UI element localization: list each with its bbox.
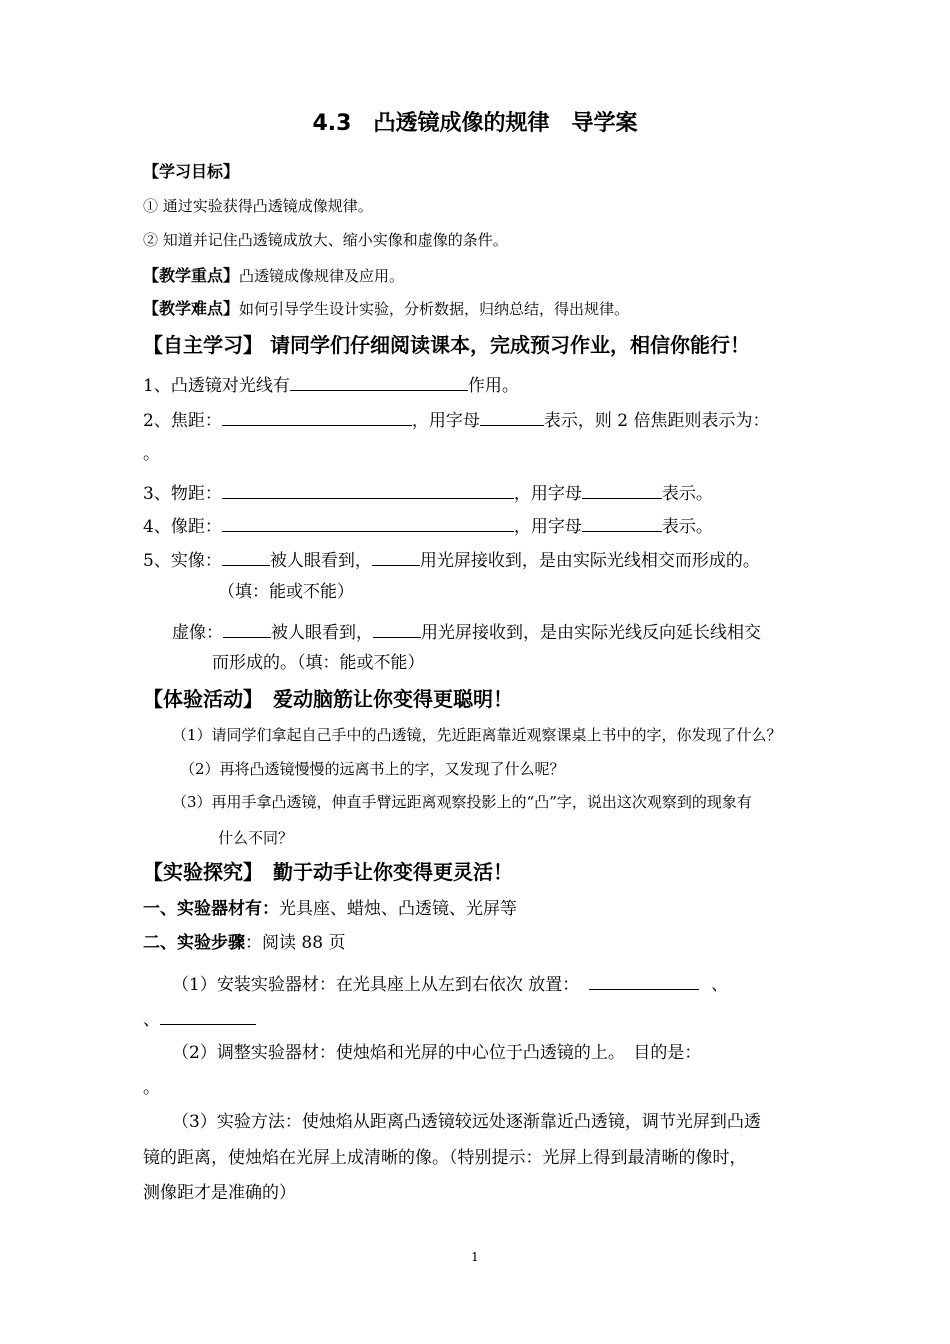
experiment-heading: 【实验探究】 勤于动手让你变得更灵活！ xyxy=(143,860,513,884)
step-1 xyxy=(172,972,728,994)
q4-blank-letter[interactable] xyxy=(582,514,662,532)
experience-item: 什么不同？ xyxy=(218,829,294,847)
experience-heading: 【体验活动】 爱动脑筋让你变得更聪明！ xyxy=(143,687,513,711)
q5-note: （填：能或不能） xyxy=(218,582,354,602)
q6-continuation: 而形成的。（填：能或不能） xyxy=(212,653,425,673)
q3-text: 3、物距： xyxy=(143,484,222,504)
step-1-text: （1）安装实验器材：在光具座上从左到右依次 放置： xyxy=(172,975,580,995)
question-1 xyxy=(143,373,519,395)
key-point-row xyxy=(143,268,404,284)
self-study-heading: 【自主学习】 请同学们仔细阅读课本，完成预习作业，相信你能行！ xyxy=(143,333,750,357)
difficulty-row xyxy=(143,301,629,317)
step-3-line: 镜的距离，使烛焰在光屏上成清晰的像。（特别提示：光屏上得到最清晰的像时， xyxy=(143,1148,747,1168)
q1-text: 1、凸透镜对光线有 xyxy=(143,376,290,396)
experience-item: （1）请同学们拿起自己手中的凸透镜，先近距离靠近观察课桌上书中的字，你发现了什么？ xyxy=(172,726,782,744)
experience-item: （2）再将凸透镜慢慢的远离书上的字，又发现了什么呢？ xyxy=(180,760,565,778)
q2-period: 。 xyxy=(143,444,160,464)
q2-blank-letter[interactable] xyxy=(480,408,544,426)
q4-text-mid: ，用字母 xyxy=(513,517,582,537)
q3-text-end: 表示。 xyxy=(661,484,713,504)
materials-label: 一、实验器材有： xyxy=(143,899,279,919)
goal-item: ② 知道并记住凸透镜成放大、缩小实像和虚像的条件。 xyxy=(143,231,508,249)
q5-text-mid: 被人眼看到， xyxy=(269,551,372,571)
q4-text-end: 表示。 xyxy=(661,517,713,537)
q6-blank-eye[interactable] xyxy=(223,620,271,638)
step-1-blank-1[interactable] xyxy=(589,972,699,990)
step-2-period: 。 xyxy=(143,1078,160,1098)
q3-blank-definition[interactable] xyxy=(222,481,514,499)
q3-text-mid: ，用字母 xyxy=(513,484,582,504)
steps-label: 二、实验步骤 xyxy=(143,933,245,953)
q5-text: 5、实像： xyxy=(143,551,222,571)
q2-blank-definition[interactable] xyxy=(222,408,412,426)
q2-text-end: 表示，则 2 倍焦距则表示为： xyxy=(543,411,770,431)
question-6 xyxy=(172,620,761,642)
step-2: （2）调整实验器材：使烛焰和光屏的中心位于凸透镜的上。 目的是： xyxy=(172,1043,702,1063)
materials-text: 光具座、蜡烛、凸透镜、光屏等 xyxy=(279,899,517,919)
page-number: 1 xyxy=(471,1250,479,1264)
step-3-line: （3）实验方法：使烛焰从距离凸透镜较远处逐渐靠近凸透镜，调节光屏到凸透 xyxy=(172,1112,761,1132)
steps-row xyxy=(143,935,345,952)
materials-row xyxy=(143,901,517,918)
q4-blank-definition[interactable] xyxy=(222,514,514,532)
experience-item: （3）再用手拿凸透镜，伸直手臂远距离观察投影上的“凸”字，说出这次观察到的现象有 xyxy=(172,793,752,811)
q5-blank-screen[interactable] xyxy=(372,548,420,566)
q6-blank-screen[interactable] xyxy=(373,620,421,638)
step-1-blank-2[interactable] xyxy=(160,1007,256,1025)
difficulty-text: 如何引导学生设计实验，分析数据，归纳总结，得出规律。 xyxy=(239,300,630,318)
question-2 xyxy=(143,408,769,430)
q6-text: 虚像： xyxy=(172,623,223,643)
q4-text: 4、像距： xyxy=(143,517,222,537)
q1-text-end: 作用。 xyxy=(467,376,519,396)
key-point-label: 【教学重点】 xyxy=(143,266,240,285)
q3-blank-letter[interactable] xyxy=(582,481,662,499)
step-1-continuation xyxy=(143,1007,256,1029)
step-1-separator-2: 、 xyxy=(143,1010,160,1030)
goals-heading: 【学习目标】 xyxy=(143,162,240,181)
question-4 xyxy=(143,514,713,536)
difficulty-label: 【教学难点】 xyxy=(143,299,240,318)
q6-text-end: 用光屏接收到，是由实际光线反向延长线相交 xyxy=(421,623,761,643)
q5-blank-eye[interactable] xyxy=(222,548,270,566)
q1-blank[interactable] xyxy=(290,373,468,391)
question-3 xyxy=(143,481,713,503)
goal-item: ① 通过实验获得凸透镜成像规律。 xyxy=(143,197,373,215)
page-title: 4.3 凸透镜成像的规律 导学案 xyxy=(312,111,638,136)
key-point-text: 凸透镜成像规律及应用。 xyxy=(239,267,405,285)
step-1-separator: 、 xyxy=(711,975,729,995)
steps-text: ：阅读 88 页 xyxy=(245,933,346,953)
q2-text: 2、焦距： xyxy=(143,411,222,431)
step-3-line: 测像距才是准确的） xyxy=(143,1183,296,1203)
question-5 xyxy=(143,548,760,570)
q6-text-mid: 被人眼看到， xyxy=(271,623,373,643)
q2-text-mid: ，用字母 xyxy=(411,411,480,431)
q5-text-end: 用光屏接收到，是由实际光线相交而形成的。 xyxy=(419,551,760,571)
